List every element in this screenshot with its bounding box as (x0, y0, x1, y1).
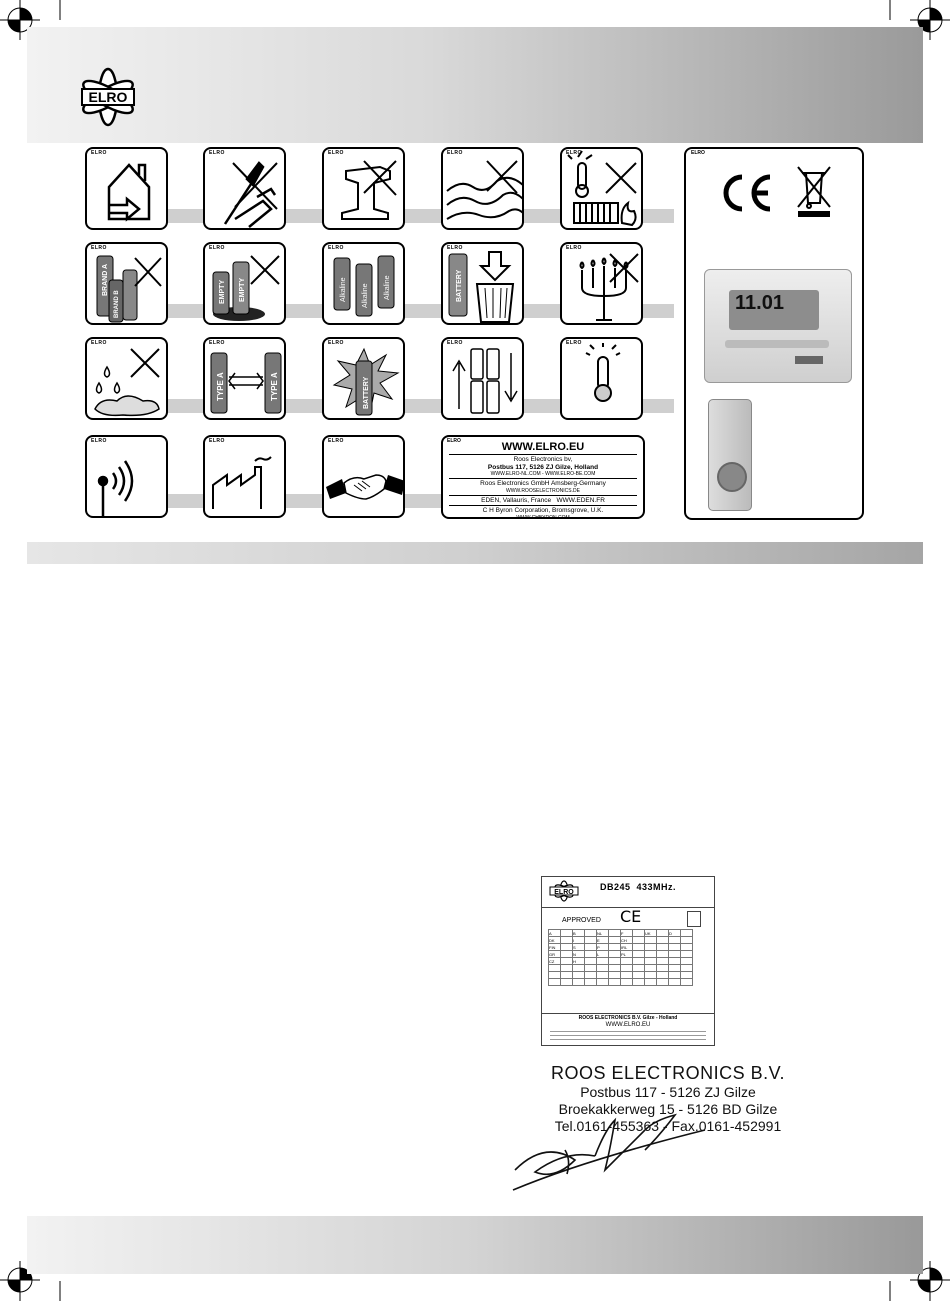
stamp-address1: Postbus 117 - 5126 ZJ Gilze (580, 1084, 756, 1100)
no-tools-icon: ELRO (203, 147, 286, 230)
conformity-label (541, 876, 715, 1046)
contact-addresses: ELRO WWW.ELRO.EU Roos Electronics bv, Postbus 117, 5126 ZJ Gilze, Holland WWW.ELRO-NL.COM - WWW.ELRO-BE.COM Roos Electronics GmbH Amsberg-Germany WWW.ROOSELECTRONICS.DE EDEN, Vallauris, France WWW.EDEN.FR C H Byron Corporation, Bromsgrove, U.K. WWW.CHBYRON.COM (441, 435, 645, 519)
radio-range-icon: ELRO (85, 435, 168, 518)
lcd-time: 11.01 (735, 292, 784, 314)
weee-small-icon (687, 911, 701, 927)
footer-band (27, 1216, 923, 1274)
battery-polarity-icon: ELRO (441, 337, 524, 420)
web-nl-be[interactable]: WWW.ELRO-NL.COM - WWW.ELRO-BE.COM (490, 471, 596, 477)
company-address: Postbus 117, 5126 ZJ Gilze, Holland (487, 463, 599, 471)
uk-web[interactable]: WWW.CHBYRON.COM (516, 514, 570, 521)
svg-text:BATTERY: BATTERY (456, 269, 463, 302)
de-web[interactable]: WWW.ROOSELECTRONICS.DE (506, 487, 580, 494)
factory-icon: ELRO (203, 435, 286, 518)
section-divider-band (27, 542, 923, 564)
no-water-icon: ELRO (441, 147, 524, 230)
fr-web[interactable]: WWW.EDEN.FR (556, 496, 605, 504)
fr-company: EDEN, Vallauris, France (481, 496, 552, 504)
logo-text: ELRO (88, 89, 128, 105)
svg-text:BRAND A: BRAND A (102, 263, 109, 296)
battery-warning-icon: ELRO BATTERY (322, 337, 405, 420)
no-empty-batteries-icon: ELRO EMPTY EMPTY (203, 242, 286, 325)
same-type-batteries-icon: ELRO TYPE A TYPE A (203, 337, 286, 420)
no-moisture-icon: ELRO (85, 337, 168, 420)
temperature-icon: ELRO (560, 337, 643, 420)
weee-bin-icon (794, 163, 834, 219)
de-company: Roos Electronics GmbH Amsberg-Germany (480, 480, 606, 487)
ce-mark-icon (716, 171, 776, 215)
svg-text:BRAND B: BRAND B (114, 290, 120, 318)
no-mixed-batteries-icon: ELRO BRAND A BRAND B (85, 242, 168, 325)
header-band (27, 27, 923, 143)
elro-logo (80, 64, 136, 130)
label-footer-web: WWW.ELRO.EU (605, 1022, 651, 1028)
stamp-company: ROOS ELECTRONICS B.V. (551, 1063, 785, 1083)
label-footer-company: ROOS ELECTRONICS B.V. Gilze - Holland (578, 1015, 678, 1021)
svg-text:EMPTY: EMPTY (219, 279, 226, 304)
model-number: DB245 (600, 882, 631, 892)
no-heat-source-icon: ELRO (560, 147, 643, 230)
svg-text:Alkaline: Alkaline (384, 275, 391, 300)
svg-text:EMPTY: EMPTY (239, 277, 246, 302)
company-name: Roos Electronics bv, (513, 456, 573, 463)
product-panel: ELRO 11.01 (684, 147, 864, 520)
website-link[interactable]: WWW.ELRO.EU (501, 441, 585, 453)
device-buttons (725, 340, 829, 348)
no-metal-surface-icon: ELRO (322, 147, 405, 230)
stamp-phone: Tel.0161-455363 - Fax.0161-452991 (554, 1118, 782, 1134)
svg-text:Alkaline: Alkaline (340, 277, 347, 302)
indoor-use-icon: ELRO (85, 147, 168, 230)
svg-text:TYPE A: TYPE A (270, 372, 279, 401)
approved-text: APPROVED (562, 917, 601, 924)
frequency: 433MHz. (636, 882, 677, 892)
svg-text:ELRO: ELRO (554, 889, 574, 896)
handshake-icon: ELRO (322, 435, 405, 518)
svg-text:TYPE A: TYPE A (216, 372, 225, 401)
alkaline-batteries-icon: ELRO Alkaline Alkaline Alkaline (322, 242, 405, 325)
country-table: A B NL F UK D DK I E CH FIN S P IRL GR N L PL CZ H (548, 929, 693, 986)
signature (505, 1090, 725, 1200)
label-ce-mark: CE (620, 907, 642, 926)
stamp-address2: Broekakkerweg 15 - 5126 BD Gilze (558, 1101, 778, 1117)
thermostat-device (704, 269, 852, 383)
uk-company: C H Byron Corporation, Bromsgrove, U.K. (482, 507, 604, 514)
doorbell-button-device (708, 399, 752, 511)
no-open-flame-icon: ELRO (560, 242, 643, 325)
doorbell-push-icon (717, 462, 747, 492)
svg-text:BATTERY: BATTERY (363, 376, 370, 409)
svg-text:Alkaline: Alkaline (362, 283, 369, 308)
device-slot (795, 356, 823, 364)
battery-disposal-icon: ELRO BATTERY (441, 242, 524, 325)
elro-label-logo (548, 880, 580, 902)
